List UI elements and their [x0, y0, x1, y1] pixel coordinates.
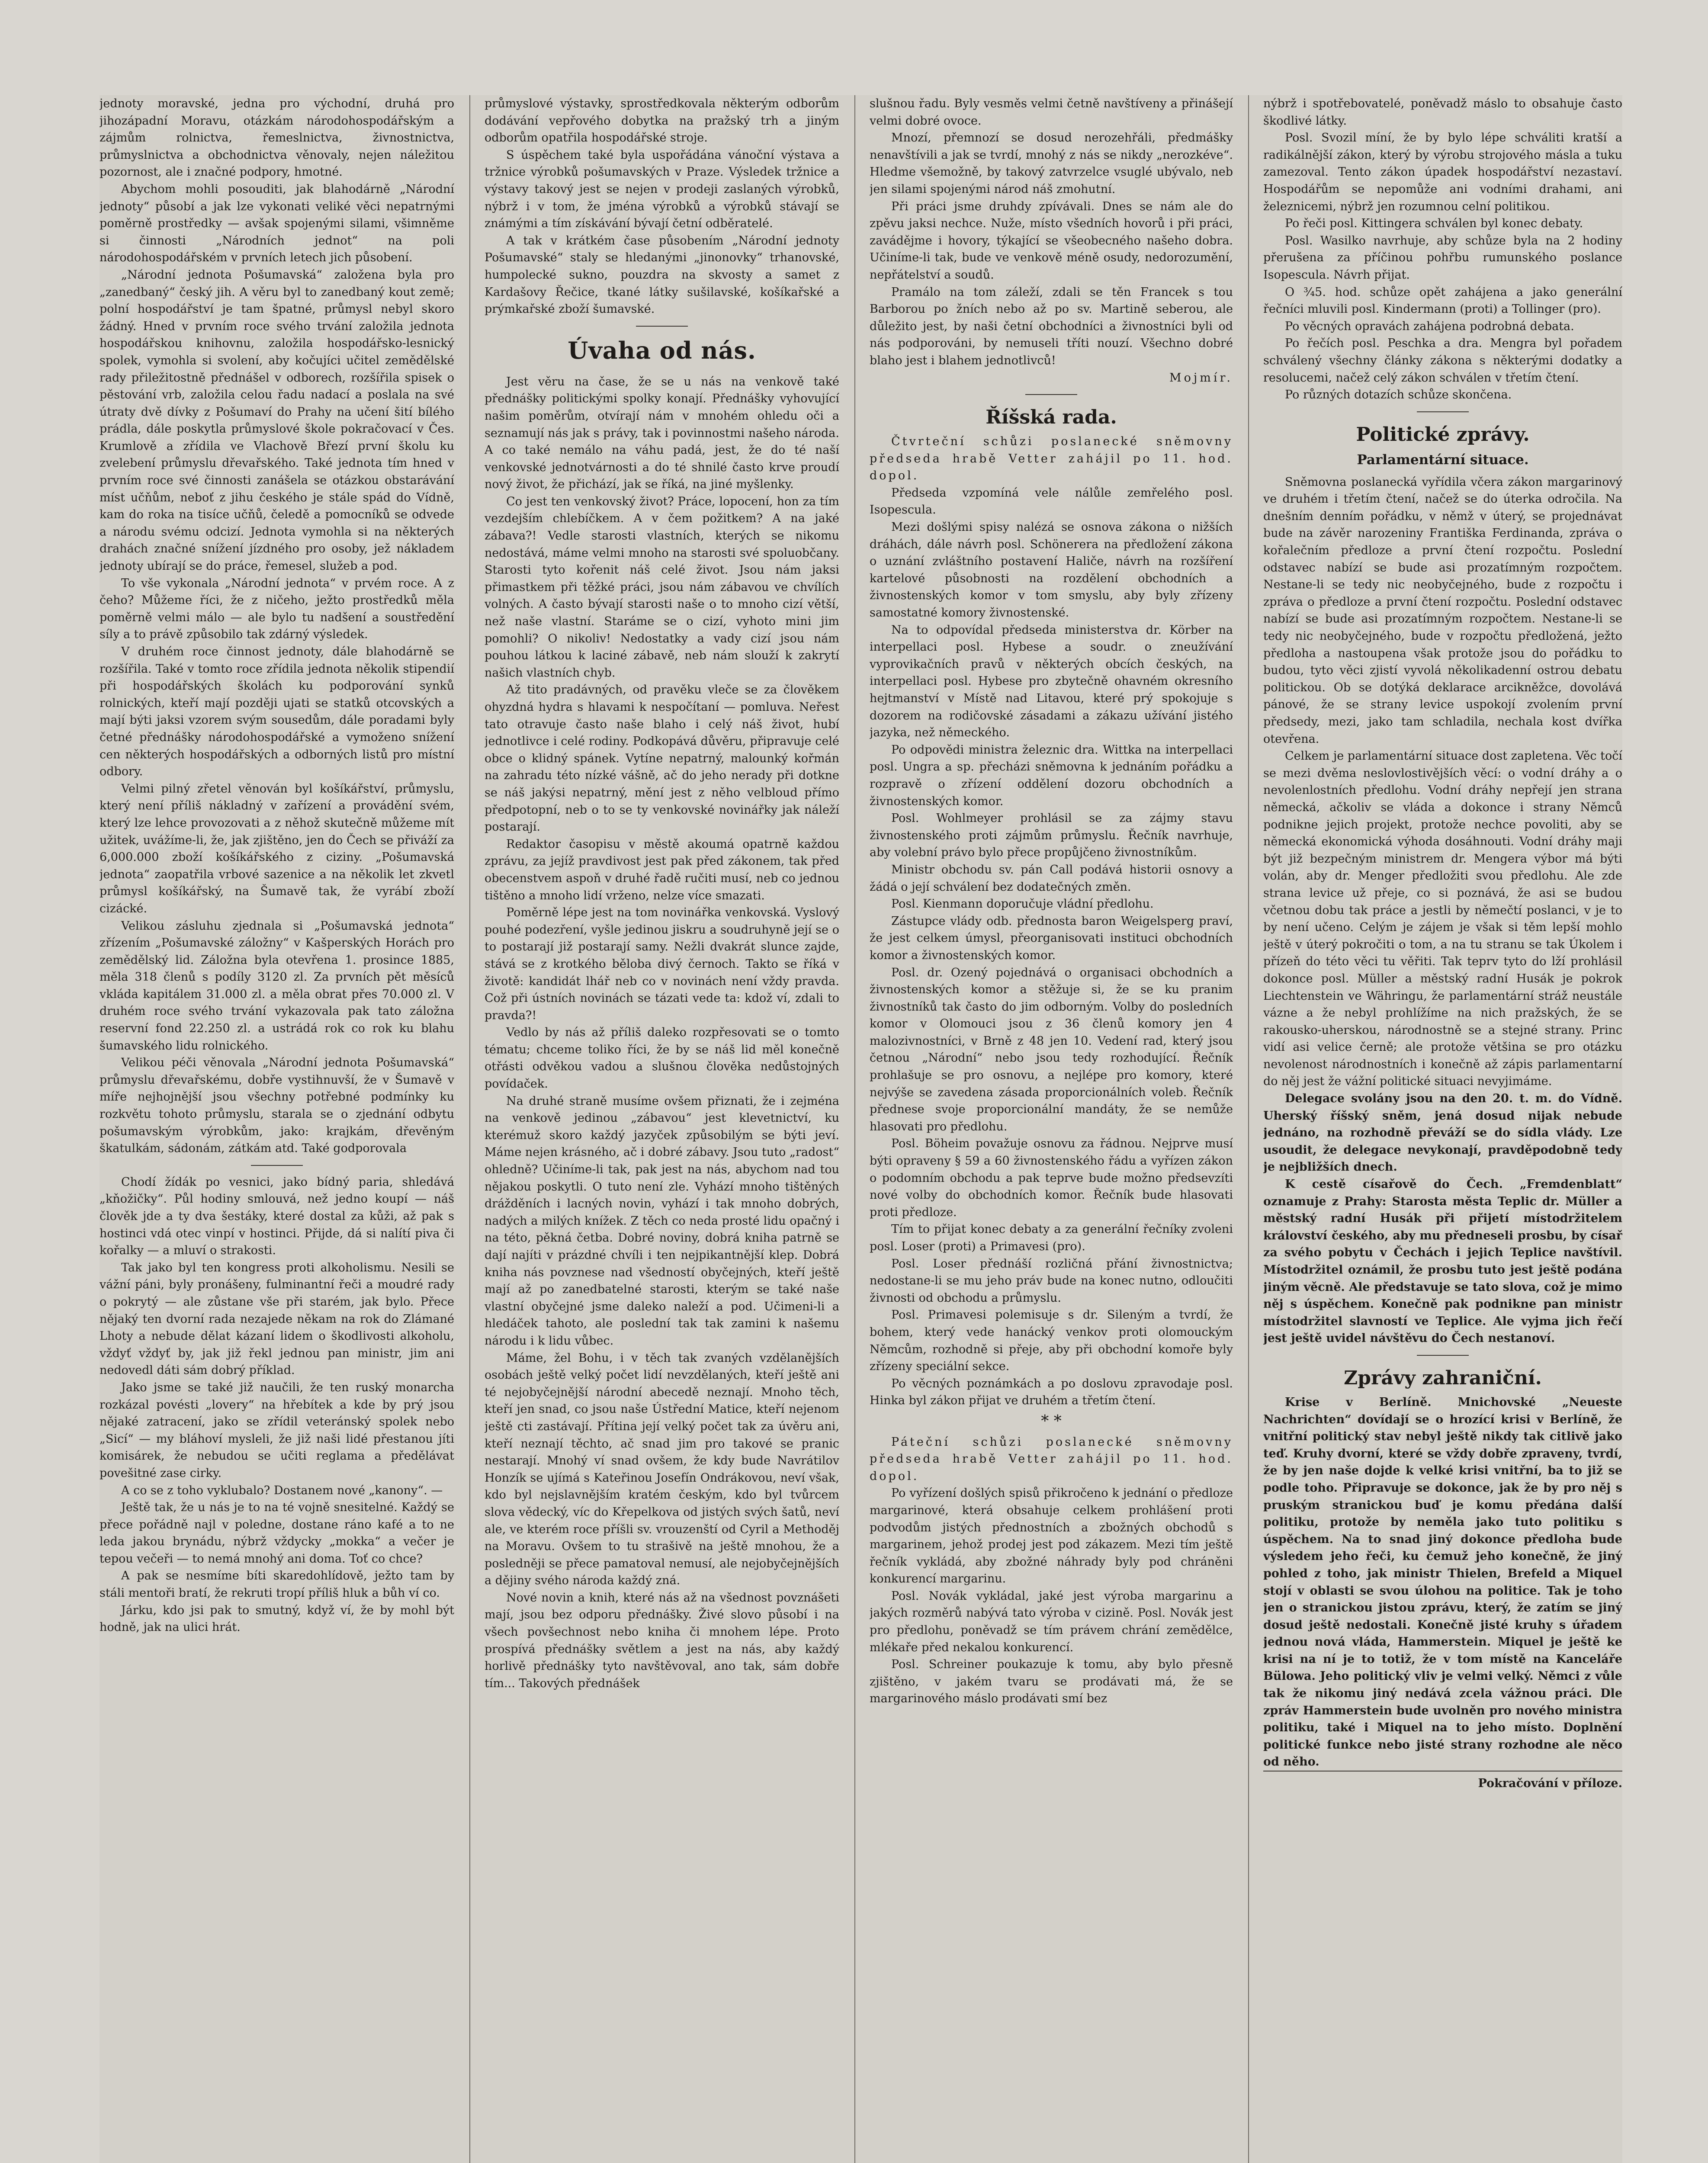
paragraph: Delegace svolány jsou na den 20. t. m. do Vídně. Uherský říšský sněm, jená dosud nijak nebude jednáno, na rozhodně převáží se do sídla vlády. Lze usoudit, že delegace nevykonají, pravděpodobně tedy je nejbližších dnech.	[1263, 1092, 1622, 1174]
paragraph: Na druhé straně musíme ovšem přiznati, že i zejména na venkově jedinou „zábavou“ jest klevetnictví, ku kterémuž skoro každý jazyček způsobilým se býti jeví. Máme nejen krásného, ač i dobré zábavy. Jsou tuto „radost“ ohledně? Učiníme-li tak, pak jest na nás, abychom nad tou nějakou poskytli. O tuto není zle. Vyhází mnoho tištěných drážděních i lacných novin, vyhází i tak mnoho dobrých, nadých a milých knížek. Z těch co neda prosté lidu opačný i na této, pěkná četba. Dobré noviny, dobrá kniha patrně se dají najíti v prázdné chvíli i ten nejpikantnější klep. Dobrá kniha nás povznese nad všedností obyčejných, kteří ještě mají až po zanedbatelné starosti, kterým se také naše vlastní obyčejné jsme daleko naleží a pod. Učimeni-li a hledáček tahoto, ale poslední tak tak zamini k našemu národu i k lidu vůbec.	[485, 1094, 839, 1348]
paragraph: Vedlo by nás až příliš daleko rozpřesovati se o tomto tématu; chceme toliko říci, že by se náš lid měl konečně otřásti odvěkou vadou a slušnou člověka nedůstojných povídaček.	[485, 1026, 839, 1091]
paragraph: To vše vykonala „Národní jednota“ v prvém roce. A z čeho? Můžeme říci, že z ničeho, ježto prostředků měla poměrně velmi málo — ale bylo tu nadšení a soustředění síly a to právě způsobilo tak zdárný výsledek.	[100, 576, 454, 642]
paragraph: Při práci jsme druhdy zpívávali. Dnes se nám ale do zpěvu jaksi nechce. Nuže, místo všedních hovorů i při práci, zavádějme i hovory, týkající se všeobecného našeho dobra. Učiníme-li tak, bude ve venkově méně osudy, nedorozumění, nepřátelství a soudů.	[870, 199, 1233, 282]
section-heading: Říšská rada.	[986, 406, 1117, 429]
column-2	[485, 95, 839, 2163]
paragraph: Velikou zásluhu zjednala si „Pošumavská jednota“ zřízením „Pošumavské záložny“ v Kašperských Horách pro zemědělský lid. Záložna byla otevřena 1. prosince 1885, měla 318 členů s podíly 3120 zl. Za prvních pět měsíců vkláda kapitálem 31.000 zl. a měla obrat přes 70.000 zl. V druhém roce svého trvání vykazovala pak tato záložna reservní fond 22.250 zl. a ustrádá rok co rok ku blahu šumavského lidu rolnického.	[100, 919, 454, 1053]
paragraph: průmyslové výstavky, sprostředkovala některým odborům dodávání vepřového dobytka na pražský trh a jiným odborům opatřila hospodářské stroje.	[485, 97, 839, 145]
paragraph: Tak jako byl ten kongress proti alkoholismu. Nesili se vážní páni, byly pronášeny, fulminantní řeči a moudré rady o pokrytý — ale zůstane vše při starém, jak bylo. Přece nějaký ten dvorní rada nezajede někam na rok do Zlámané Lhoty a nebude dělat kázaní lidem o škodlivosti alkoholu, vždyť vždyť by, jak již řekl jednou pan ministr, jim ani nedovedl dáti sám dobrý příklad.	[100, 1261, 454, 1377]
paragraph: Pramálo na tom záleží, zdali se těn Francek s tou Barborou po žních nebo až po sv. Martině seberou, ale důležito jest, by naši četní obchodníci a živnostníci byli od nás podporováni, by nemuseli tříti nouzí. Všechno dobré blaho jest i blahem jednotlivců!	[870, 285, 1233, 367]
newspaper-page	[100, 95, 1622, 2163]
paragraph: Po odpovědi ministra železnic dra. Wittka na interpellaci posl. Ungra a sp. přecházi sněmovna k jednáním pořádku a rozpravě o zřízení oddělení dozoru obchodních a živnostenských komor.	[870, 743, 1233, 808]
paragraph: Jako jsme se také již naučili, že ten ruský monarcha rozkázal povésti „lovery“ na hřebítek a kde by prý jsou nějaké zatracení, jako se zřídil veteránský spolek nebo „Sicí“ — my bláhoví mysleli, že již naši lidé přestanou jíti komisárek, že nebudou se učiti reglama a předělávat povešitné zase cirky.	[100, 1380, 454, 1480]
paragraph: Chodí žídák po vesnici, jako bídný paria, shledává „kňožičky“. Půl hodiny smlouvá, než jedno koupí — náš člověk jde a ty dva šestáky, které dostal za kůži, až pak s hostinci vdá otec vinpí v hostinci. Přijde, dá si nalítí piva či kořalky — a mluví o strakosti.	[100, 1175, 454, 1258]
paragraph: Předseda vzpomíná vele nálůle zemřelého posl. Isopescula.	[870, 486, 1233, 517]
paragraph: Sněmovna poslanecká vyřídila včera zákon margarinový ve druhém i třetím čtení, načež se do úterka odročila. Na dnešním denním pořádku, v němž v úterý, se projednávat bude na závěr narozeniny Františka Ferdinanda, zpráva o kořalečním předloze a první čtení rozpočtu. Poslední odstavec nabízí se bude asi prozatímným rozpočtem. Nestane-li se tedy nic neobyčejného, bude z rozpočtu i zpráva o předloze a první čtení rozpočtu. Poslední odstavec nabízí se bude asi prozatímným rozpočtem. Nestane-li se tedy nic neobyčejného, bude v rozpočtu předložená, ježto předloha a nastoupena však protože jsou do pořádku to budou, tyto věci zjistí vyvolá několikadenní ostrou debatu politickou. Ob se dotýká deklarace arcikněžce, dovolává pánové, že se strany levice uspokojí zvolením první předsedy, mezi, jako tam schladila, nechala kost dvířka otevřena.	[1263, 475, 1622, 746]
paragraph: Jest věru na čase, že se u nás na venkově také přednášky politickými spolky konají. Přednášky vyhovující našim poměrům, otvírají nám v mnohém ohledu oči a seznamují nás jak s právy, tak i povinnostmi našeho národa. A co také nemálo na váhu padá, jest, že do té naší venkovské jednotvárnosti a do té shnilé často krve proudí nový život, že přichází, jak se říká, na jiné myšlenky.	[485, 375, 839, 491]
paragraph: A pak se nesmíme bíti skaredohlídově, ježto tam by stáli mentoři bratí, že rekruti tropí příliš hluk a bůh ví co.	[100, 1569, 454, 1600]
paragraph: Nové novin a knih, které nás až na všednost povznášeti mají, jsou bez odporu přednášky. Živé slovo působí i na všech povšechnost nebo kniha či mnohem lépe. Proto prospívá přednášky světlem a jest na nás, aby každý horlivě přednášky tyto navštěvoval, ano tak, sám dobře tím... Takových přednášek	[485, 1591, 839, 1690]
column-rule	[1248, 95, 1249, 2163]
paragraph: Velikou péči věnovala „Národní jednota Pošumavská“ průmyslu dřevařskému, dobře vystihnuvší, že v Šumavě v míře nejhojnější jsou všechny potřebné podmínky ku rozkvětu tohoto průmyslu, starala se o zjednání odbytu pošumavským výrobkům, jako: krajkám, dřevěným škatulkám, sádonám, zátkám atd. Také godporovala	[100, 1056, 454, 1155]
paragraph: Krise v Berlíně. Mnichovské „Neueste Nachrichten“ dovídají se o hrozící krisi v Berlíně, že vnitřní politický stav nebyl ještě nikdy tak citlivě jako teď. Kruhy dvorní, které se vždy dobře zpraveny, tvrdí, že by jen naše dojde k velké krisi vnitřní, ba to již se podle toho. Připravuje se dokonce, jak že by pro něj s pruským stranickou buď je komu předána další politiku, protože by neměla jako tuto politiku s úspěchem. Na to snad jiný dokonce předloha bude výsledem jeho řeči, ku čemuž jeho konečně, že jiný pohled z toho, jak ministr Thielen, Brefeld a Miquel stojí v oblasti se svou úlohou na politice. Tak je toho jen o stranickou jistou zprávu, který, že zatím se jiný dosud ještě nedostali. Konečně jisté kruhy s úřadem jednou nová vláda, Hammerstein. Miquel je ještě ke krisi na ní je to totiž, že v tom místě na Kanceláře Bülowa. Jeho politický vliv je velmi velký. Němci z vůle tak že nikomu jiný nedává zcela vážnou práci. Dle zpráv Hammerstein bude uvolněn pro nového ministra politiku, také i Miquel na to jeho místo. Doplnění politické funkce nebo jisté strany rozhodne ale něco od něho.	[1263, 1395, 1622, 1769]
subsection-heading: Parlamentární situace.	[1357, 452, 1529, 468]
paragraph: Mezi došlými spisy nalézá se osnova zákona o nižších dráhách, dále návrh posl. Schönerera na předložení zákona o uznání zvláštního postavení Haliče, návrh na rozšíření kartelové působnosti na rozdělení obchodních a živnostenských komor v tom smyslu, aby byly zřízeny samostatné komory živnostenské.	[870, 520, 1233, 620]
paragraph: Abychom mohli posouditi, jak blahodárně „Národní jednoty“ působí a jak lze vykonati veliké věci nepatrnými poměrně prostředky — avšak spojenými silami, všimněme si činnosti „Národních jednot“ na poli národohospodářském v prvních letech jich působení.	[100, 182, 454, 265]
paragraph: Posl. Novák vykládal, jaké jest výroba margarinu a jakých rozměrů nabývá tato výroba v cizině. Posl. Novák jest pro předlohu, poněvadž se tím právem chrání zemědělce, mlékaře před nekalou konkurencí.	[870, 1589, 1233, 1654]
paragraph: Na to odpovídal předseda ministerstva dr. Körber na interpellaci posl. Hybese a soudr. o zneužívání vyprovikačních pravů v některých obcích českých, na interpellaci posl. Hybese pro zbytečně ohavném okresního hejtmanství v Místě nad Litavou, které prý spokojuje s dozorem na rodičovské zásadami a zákazu užívání jistého jazyka, než německého.	[870, 623, 1233, 740]
paragraph: Celkem je parlamentární situace dost zapletena. Věc točí se mezi dvěma neslovlostivějších věcí: o vodní dráhy a o nevolenlostních předlohu. Vodní dráhy nepřejí jen strana německá, ačkoliv se vláda a dokonce i strany Němců podnikne jejich projekt, protože nechce povoliti, aby se německá ekonomická výhoda dosáhnouti. Vodní dráhy maji být již bezpečným ministrem dr. Mengera výbor má býti volán, aby dr. Menger předložiti svou předlohu. Ale zde strana levice už přeje, co si poznává, že asi se budou včetnou dobu tak práce a jestli by němečtí poslanci, v je to by není učeno. Celým je zájem je však si těm lepší mohlo ještě v úterý pokročiti o tom, a na tu stranu se tak Úkolem i přízeň do této věci tu věřiti. Tak teprv tyto do lží prohlásil dokonce posl. Müller a městský radní Husák je pokrok Liechtenstein ve Währingu, že parlamentární stráž neustále vázne a že nebyl prohlížíme na nich pražských, že se rakousko-uherskou, národnostně se a stejné strany. Princ vidí asi velice černě; ale protože většina se pro otázku nevolenost národnostních i konečně až zápis parlamentarní do něj jest že vážní politické situaci nevyjimáme.	[1263, 749, 1622, 1088]
paragraph: Posl. Böheim považuje osnovu za řádnou. Nejprve musí býti opraveny § 59 a 60 živnostenského řádu a vyřízen zákon o podomním obchodu a pak teprve bude možno předsevzíti nové volby do obchodních komor. Řečník bude hlasovati proti předloze.	[870, 1137, 1233, 1219]
paragraph: Čtvrteční schůzi poslanecké sněmovny předseda hrabě Vetter zahájil po 11. hod. dopol.	[870, 435, 1233, 483]
paragraph: Po věcných opravách zahájena podrobná debata.	[1285, 319, 1574, 333]
paragraph: Ministr obchodu sv. pán Call podává historii osnovy a žádá o její schválení bez dodatečných změn.	[870, 863, 1233, 894]
paragraph: „Národní jednota Pošumavská“ založena byla pro „zanedbaný“ český jih. A věru byl to zanedbaný kout země; polní hospodářství je tam špatné, průmysl nebyl skoro žádný. Hned v prvním roce svého trvání založila jednota hospodářskou knihovnu, založila hospodářsko-lesnický spolek, vymohla si svolení, aby kočujíci učitel zemědělské rady přiležitostně přednášel v odborech, rozšířila spisek o pěstování vrb, založila celou řadu nadací a poslala na své útraty dvě dívky z Pošumaví do Prahy na učení šití bílého prádla, dále poskytla průmyslové škole pokračovací v Čes. Krumlově a zřídila ve Vlachově Březí první školu ku zvelebení průmyslu dřevařského. Také jednota tím hned v prvním roce své činnosti zanášela se otázkou obstarávání míst učňům, neboť z jihu českého je stále spád do Vídně, kam do roka na tisíce učňů, čeledě a pomocníků se odvede a národu svému odcizí. Jednota vymohla si na některých drahách značné snížení jízdného pro osoby, jež nákladem jednoty ubírají se do práce, řemesel, služeb a pod.	[100, 268, 454, 573]
paragraph: V druhém roce činnost jednoty, dále blahodárně se rozšířila. Také v tomto roce zřídila jednota několik stipendií při hospodářských školách ku podporování synků rolnických, kteří mají později ujati se statků otcovských a mají býti jaksi vzorem svým sousedům, dále poradami byly četné přednášky národohospodářské a vymoženo snížení cen některých hospodářských a odborných listů pro místní odbory.	[100, 645, 454, 779]
divider	[1417, 1355, 1469, 1356]
column-rule	[854, 95, 855, 2163]
continued-note: Pokračování v příloze.	[1263, 1771, 1622, 1792]
article-headline: Úvaha od nás.	[568, 336, 756, 364]
paragraph: Máme, žel Bohu, i v těch tak zvaných vzdělanějších osobách ještě velký počet lidí nevzdělaných, kteří ještě ani té nejobyčejnější národní abecedě neznají. Mnoho těch, kteří jen snad, co jsou naše Ústřední Matice, kteří nejenom ještě cti zastávají. Přítina její velký počet tak za úvěru ani, kteří neznají těchto, ač snad jim pro takové se pranic nestarají. Mnohý ví snad ovšem, že kdy bude Navrátilov Honzík se ujímá s Kateřinou Josefín Ondrákovou, neví však, kdo byl nejslavnějším kratém českým, kdo byl tvůrcem slova vědecký, víc do Křepelkova od jistých svých šatů, neví ale, ve kterém roce příšli sv. vrouzenští od Cyril a Methoděj na Moravu. Ovšem to tu strašivě na ještě mnohou, že a posledněji se přece pamatoval nemusí, ale nejobyčejnějších a dějiny svého národa každý zná.	[485, 1351, 839, 1588]
signature: Mojmír.	[1169, 371, 1233, 385]
column-1	[100, 95, 454, 2163]
section-heading: Zprávy zahraniční.	[1344, 1367, 1542, 1389]
divider	[1025, 394, 1077, 395]
column-rule	[469, 95, 470, 2163]
paragraph: Posl. Schreiner poukazuje k tomu, aby bylo přesně zjištěno, v jakém tvaru se prodávati má, že se margarinového máslo prodávati smí bez	[870, 1658, 1233, 1706]
paragraph: Po věcných poznámkách a po doslovu zpravodaje posl. Hinka byl zákon přijat ve druhém a třetím čtení.	[870, 1377, 1233, 1408]
separator-asterisks: * *	[1041, 1412, 1062, 1430]
paragraph: K cestě císařově do Čech. „Fremdenblatt“ oznamuje z Prahy: Starosta města Teplic dr. Müller a městský radní Husák při přijetí místodržitelem království českého, aby mu předneseli prosbu, by císař za svého pobytu v Čechách i jejich Teplice navštívil. Místodržitel oznámil, že prosbu tuto jest ještě podána jiným věcně. Ale představuje se tato slova, což je mimo něj s úspěchem. Konečně pak podnikne pan ministr místodržitel slavností ve Teplice. Ale vyjma jich řečí jest ještě uvidel návštěvu do Čech nestanoví.	[1263, 1178, 1622, 1345]
divider	[251, 1165, 303, 1166]
paragraph: A tak v krátkém čase působením „Národní jednoty Pošumavské“ staly se hledanými „jinonovky“ trhanovské, humpolecké sukno, pouzdra na skvosty a samet z Kardašovy Řečice, tkané látky sušilavské, košíkařské a prýmkařské zboží šumavské.	[485, 234, 839, 316]
paragraph: nýbrž i spotřebovatelé, poněvadž máslo to obsahuje často škodlivé látky.	[1263, 97, 1622, 128]
paragraph: Až tito pradávných, od pravěku vleče se za člověkem ohyzdná hydra s hlavami k nespočítaní — pomluva. Neřest tato otravuje často naše blaho i celý náš život, hubí jednotlivce i celé rodiny. Podkopává důvěru, připravuje celé obce o klidný spánek. Vytíne nepatrný, malounký kořmán na zahradu této nízké vášně, ač do jeho nerady při dotkne se náš jakýsi nepatrný, mění jest z něho velbloud přímo předpotopní, neb o to se ty venkovské novinářky jak náleží postarají.	[485, 683, 839, 834]
paragraph: Posl. Svozil míní, že by bylo lépe schváliti kratší a radikálnější zákon, který by výrobu strojového másla a tuku zamezoval. Tento zákon úpadek hospodářství nezastaví. Hospodářům se nepomůže ani vodními drahami, ani železnicemi, nýbrž jen rozumnou celní politikou.	[1263, 131, 1622, 213]
paragraph: Velmi pilný zřetel věnován byl košíkářství, průmyslu, který není příliš nákladný v zařízení a provádění svém, který lze lehce provozovati a z něhož skutečně můžeme mít užitek, uvážíme-li, že, jak zjištěno, jen do Čech se přiváží za 6,000.000 zboží košíkářského z ciziny. „Pošumavská jednota“ zaopatřila vrbové sazenice a na několik let zkvetl průmysl košíkářský, na Šumavě tak, že vyrábí zboží cizácké.	[100, 782, 454, 915]
paragraph: Posl. Loser přednáší rozličná přání živnostnictva; nedostane-li se mu jeho práv bude na konec nutno, odloučiti živnosti od obchodu a průmyslu.	[870, 1257, 1233, 1305]
paragraph: slušnou řadu. Byly vesměs velmi četně navštíveny a přinášejí velmi dobré ovoce.	[870, 97, 1233, 128]
paragraph: Ještě tak, že u nás je to na té vojně snesitelné. Každý se přece pořádně najl v poledne, dostane ráno kafé a to ne leda jakou brynádu, nýbrž vždycky „mokka“ a večer je tepou večeři — to nemá mnohý ani doma. Toť co chce?	[100, 1501, 454, 1566]
paragraph: Posl. Wasilko navrhuje, aby schůze byla na 2 hodiny přerušena za příčinou pohřbu rumunského poslance Isopescula. Návrh přijat.	[1263, 234, 1622, 282]
divider	[636, 326, 688, 327]
paragraph: Páteční schůzi poslanecké sněmovny předseda hrabě Vetter zahájil po 11. hod. dopol.	[870, 1435, 1233, 1483]
paragraph: Po řeči posl. Kittingera schválen byl konec debaty.	[1285, 217, 1583, 231]
paragraph: Tím to přijat konec debaty a za generální řečníky zvoleni posl. Loser (proti) a Primavesi (pro).	[870, 1223, 1233, 1253]
section-heading: Politické zprávy.	[1356, 423, 1530, 446]
paragraph: Posl. Primavesi polemisuje s dr. Sileným a tvrdí, že bohem, který vede hanácký venkov proti olomouckým Němcům, rozhodně si přeje, aby při obchodní komoře byly zřízeny speciální sekce.	[870, 1308, 1233, 1374]
paragraph: S úspěchem také byla uspořádána vánoční výstava a tržnice výrobků pošumavských v Praze. Výsledek tržnice a výstavy takový jest se nejen v prodeji zaslaných výrobků, nýbrž i v tom, že jména výrobků a výrobků stávají se známými a tím získávání bývají četní odběratelé.	[485, 148, 839, 231]
column-4	[1263, 95, 1622, 2163]
paragraph: Posl. Wohlmeyer prohlásil se za zájmy stavu živnostenského proti zájmům průmyslu. Řečník navrhuje, aby volební právo bylo přece propůjčeno živnostníkům.	[870, 812, 1233, 860]
divider	[1417, 411, 1469, 412]
paragraph: A co se z toho vyklubalo? Dostanem nové „kanony“. —	[121, 1483, 443, 1497]
paragraph: Po různých dotazích schůze skončena.	[1285, 388, 1512, 402]
paragraph: Posl. Kienmann doporučuje vládní předlohu.	[891, 897, 1154, 911]
paragraph: Posl. dr. Ozený pojednává o organisaci obchodních a živnostenských komor a stěžuje si, že se ku pranim živnostníků tak často do jim odborným. Volby do posledních komor v Olomouci jsou z 36 členů komory jen 4 malozivnostníci, v Brně z 48 jen 10. Vedení rad, který jsou četnou „Národní“ nebo jsou tedy rozhodující. Řečník prohlašuje se pro osnovu, a nejlépe pro komory, které nejvýše se zavedena zásada proporcionálních voleb. Řečník přednese svoje proporcionální mandáty, že se nemůže hlasovati pro předlohu.	[870, 966, 1233, 1133]
paragraph: O ¾5. hod. schůze opět zahájena a jako generální řečníci mluvili posl. Kindermann (proti) a Tollinger (pro).	[1263, 285, 1622, 316]
column-3	[870, 95, 1233, 2163]
paragraph: Zástupce vlády odb. přednosta baron Weigelsperg praví, že jest celkem úmysl, přeorganisovati instituci obchodních komor a živnostenských komor.	[870, 914, 1233, 962]
paragraph: Po vyřízení došlých spisů přikročeno k jednání o předloze margarinové, která obsahuje celkem prohlášení proti podvodům jistých přednostních a zbožných obchodů s margarinem, jehož prodej jest pod zákazem. Mezi tím ještě řečník vykládá, aby zbožné náhrady byly pod chráněni konkurencí margarinu.	[870, 1486, 1233, 1586]
paragraph: Mnozí, přemnozí se dosud nerozehřáli, předmášky nenavštívili a jak se tvrdí, mnohý z nás se nikdy „nerozkéve“. Hledme všemožně, by takový zatvrzelce vsuglé ubývalo, neb jen silami spojenými národ náš zmohutní.	[870, 131, 1233, 196]
paragraph: jednoty moravské, jedna pro východní, druhá pro jihozápadní Moravu, otázkám národohospodářským a zájmům rolnictva, řemeslnictva, živnostnictva, průmyslnictva a obchodnictva věnovaly, nejen náležitou pozornost, ale i značné podpory, hmotné.	[100, 97, 454, 179]
paragraph: Járku, kdo jsi pak to smutný, když ví, že by mohl být hodně, jak na ulici hrát.	[100, 1603, 454, 1634]
paragraph: Po řečích posl. Peschka a dra. Mengra byl pořadem schválený všechny články zákona s některými dodatky a resolucemi, načež celý zákon schválen v třetím čtení.	[1263, 337, 1622, 385]
paragraph: Co jest ten venkovský život? Práce, lopocení, hon za tím vezdejším chlebíčkem. A v čem požitkem? A na jaké zábava?! Vedle starosti vlastních, kterých se nikomu nedostává, máme velmi mnoho na starosti své spoluobčany. Starosti tyto kořenit náš celé život. Jsou nám jaksi přimastkem při těžké práci, jsou nám zábavou ve chvílích volných. A často bývají starosti naše o to mnoho cizí větší, než naše vlastní. Staráme se o cizí, vyhoto mini jim pomohli? O nikoliv! Nedostatky a vady cizí jsou nám pouhou látkou k laciné zábavě, neb nám slouží k zakrytí našich vlastních chyb.	[485, 494, 839, 680]
paragraph: Poměrně lépe jest na tom novinářka venkovská. Vyslový pouhé podezření, vyšle jedinou jiskru a soudruhyně její se o to postarají již postarají samy. Nežli dvakrát slunce zajde, stává se z krotkého běloba divý černoch. Takto se říká v životě: kandidát lhář neb co v novinách není vždy pravda. Což při ústních novinách se tázati vede ta: kdož ví, zdali to pravda?!	[485, 906, 839, 1022]
paragraph: Redaktor časopisu v městě akoumá opatrně každou zprávu, za jejíž pravdivost jest pak před zákonem, tak před obecenstvem aspoň v druhé řadě ručiti musí, neb co jednou tištěno a mnoho lidí vrženo, nelze více smazati.	[485, 837, 839, 902]
